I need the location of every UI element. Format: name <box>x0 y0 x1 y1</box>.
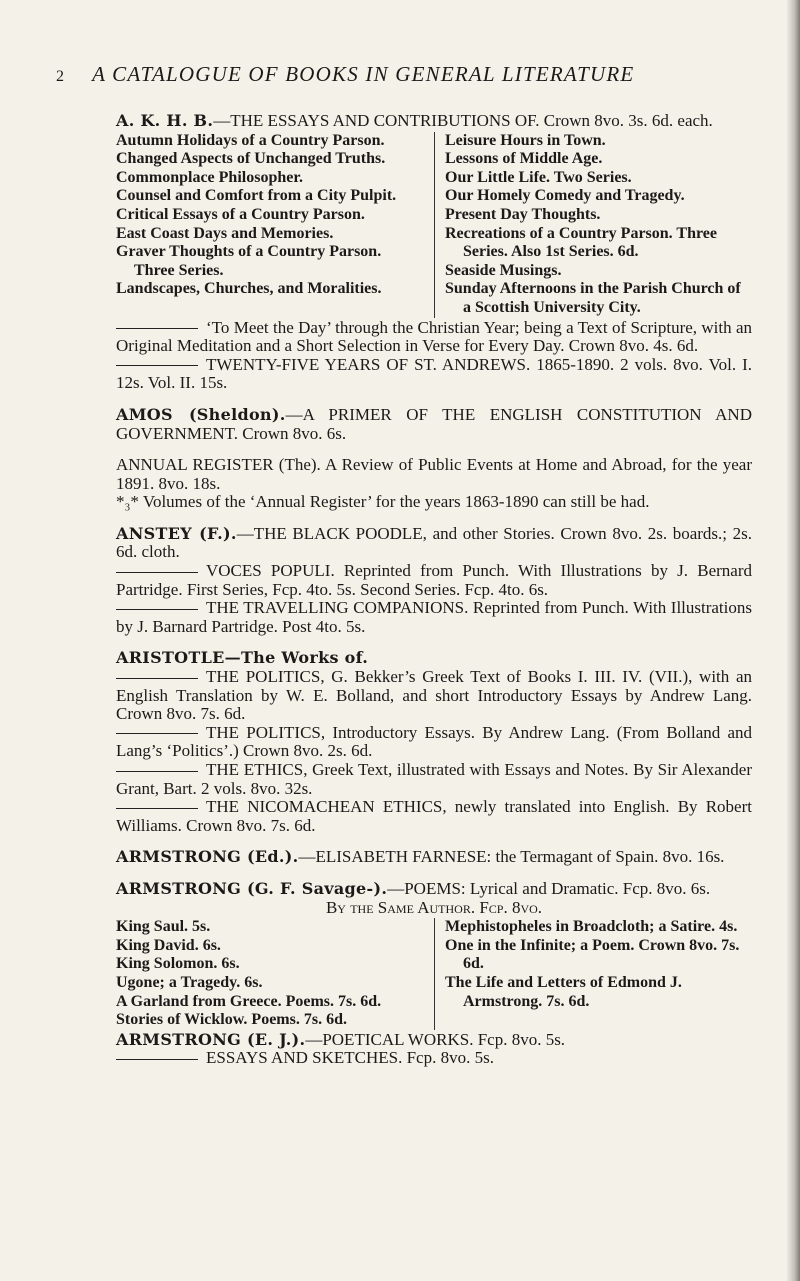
ditto-rule <box>116 808 198 809</box>
ditto-rule <box>116 328 198 329</box>
list-item: Critical Essays of a Country Parson. <box>116 205 365 223</box>
entry-annual-register: ANNUAL REGISTER (The). A Review of Public Events at Home and Abroad, for the year 1891. 8vo. 18s. <box>116 455 752 493</box>
armstrong-left-column <box>116 918 434 1030</box>
entry-text: —POETICAL WORKS. Fcp. 8vo. 5s. <box>305 1029 566 1049</box>
page-edge-shadow <box>786 0 800 1281</box>
armstrong-right-column <box>434 918 752 1030</box>
catalogue-content <box>116 112 752 1068</box>
ditto-rule <box>116 572 198 573</box>
entry-author: ARMSTRONG (E. J.). <box>116 1029 306 1049</box>
list-item: King David. 6s. <box>116 936 221 954</box>
list-item: Recreations of a Country Parson. Three Series. Also 1st Series. 6d. <box>445 224 717 261</box>
list-item: Landscapes, Churches, and Moralities. <box>116 280 382 298</box>
entry-armstrong-gf <box>116 880 752 899</box>
entry-amos <box>116 406 752 443</box>
list-item: Seaside Musings. <box>445 261 562 279</box>
list-item: Graver Thoughts of a Country Parson. Three Series. <box>116 243 382 279</box>
entry-subtitle: THE POLITICS, G. Bekker’s Greek Text of Books I. III. IV. (VII.), with an English Translation by W. E. Bolland, and short Introductory Essays by Andrew Lang. Crown 8vo. 7s. 6d. <box>116 667 752 724</box>
list-item: Present Day Thoughts. <box>445 205 601 223</box>
ditto-rule <box>116 365 198 366</box>
list-item: Our Little Life. Two Series. <box>445 168 632 186</box>
list-item: King Saul. 5s. <box>116 918 211 936</box>
entry-akhb <box>116 112 752 131</box>
list-item: Sunday Afternoons in the Parish Church of a Scottish University City. <box>445 280 741 316</box>
list-item: Changed Aspects of Unchanged Truths. <box>116 150 386 168</box>
page-number: 2 <box>56 68 66 85</box>
armstrong-title-columns <box>116 918 752 1030</box>
entry-subtitle: ‘To Meet the Day’ through the Christian Year; being a Text of Scripture, with an Original Meditation and a Short Selection in Verse for Every Day. Crown 8vo. 4s. 6d. <box>116 317 752 356</box>
page-title: A CATALOGUE OF BOOKS IN GENERAL LITERATURE <box>92 62 635 86</box>
entry-subtitle: THE ETHICS, Greek Text, illustrated with Essays and Notes. By Sir Alexander Grant, Bart. 2 vols. 8vo. 32s. <box>116 760 752 798</box>
entry-subtitle: THE POLITICS, Introductory Essays. By Andrew Lang. (From Bolland and Lang’s ‘Politics’.) Crown 8vo. 2s. 6d. <box>116 722 752 761</box>
entry-armstrong-ed <box>116 848 752 867</box>
akhb-left-column <box>116 132 434 318</box>
list-item: Ugone; a Tragedy. 6s. <box>116 973 263 991</box>
entry-text: —ELISABETH FARNESE: the Termagant of Spain. 8vo. 16s. <box>298 847 725 867</box>
entry-subtitle: ESSAYS AND SKETCHES. Fcp. 8vo. 5s. <box>116 1049 752 1068</box>
entry-note: *₃* Volumes of the ‘Annual Register’ for the years 1863-1890 can still be had. <box>116 492 650 512</box>
list-item: Commonplace Philosopher. <box>116 168 303 186</box>
entry-subtitle: VOCES POPULI. Reprinted from Punch. With Illustrations by J. Bernard Partridge. First Series, Fcp. 4to. 5s. Second Series. Fcp. 4to. 6s. <box>116 561 752 599</box>
entry-subtitle: TWENTY-FIVE YEARS OF ST. ANDREWS. 1865-1890. 2 vols. 8vo. Vol. I. 12s. Vol. II. 15s. <box>116 354 752 393</box>
ditto-rule <box>116 771 198 772</box>
entry-text: —THE BLACK POODLE, and other Stories. Crown 8vo. 2s. boards.; 2s. 6d. cloth. <box>116 523 752 562</box>
ditto-rule <box>116 678 198 679</box>
list-item: Mephistopheles in Broadcloth; a Satire. 4s. <box>445 918 738 936</box>
akhb-title-columns <box>116 132 752 318</box>
running-header <box>56 62 756 96</box>
list-item: Autumn Holidays of a Country Parson. <box>116 131 385 149</box>
list-item: Leisure Hours in Town. <box>445 131 606 149</box>
entry-author: AMOS (Sheldon). <box>116 404 286 424</box>
entry-anstey <box>116 525 752 562</box>
ditto-rule <box>116 1059 198 1060</box>
entry-aristotle <box>116 649 752 668</box>
entry-text: —POEMS: Lyrical and Dramatic. Fcp. 8vo. 6s. <box>387 878 711 898</box>
list-item: Our Homely Comedy and Tragedy. <box>445 187 685 205</box>
entry-text: —THE ESSAYS AND CONTRIBUTIONS OF. Crown 8vo. 3s. 6d. each. <box>213 111 713 130</box>
entry-text: —A PRIMER OF THE ENGLISH CONSTITUTION AND GOVERNMENT. Crown 8vo. 6s. <box>116 404 752 443</box>
entry-subtitle: THE NICOMACHEAN ETHICS, newly translated into English. By Robert Williams. Crown 8vo. 7s. 6d. <box>116 797 752 835</box>
akhb-right-column <box>434 132 752 318</box>
entry-subtitle: THE TRAVELLING COMPANIONS. Reprinted from Punch. With Illustrations by J. Barnard Partridge. Post 4to. 5s. <box>116 598 752 636</box>
entry-author: A. K. H. B. <box>116 111 214 130</box>
ditto-rule <box>116 733 198 734</box>
list-item: One in the Infinite; a Poem. Crown 8vo. 7s. 6d. <box>445 936 740 973</box>
entry-author: ARMSTRONG (Ed.). <box>116 847 299 867</box>
entry-armstrong-ej <box>116 1031 752 1050</box>
list-item: Counsel and Comfort from a City Pulpit. <box>116 187 397 205</box>
by-same-author: By the Same Author. Fcp. 8vo. <box>325 897 543 917</box>
list-item: Stories of Wicklow. Poems. 7s. 6d. <box>116 1011 347 1029</box>
entry-author: ANSTEY (F.). <box>116 523 237 543</box>
list-item: East Coast Days and Memories. <box>116 224 334 242</box>
list-item: A Garland from Greece. Poems. 7s. 6d. <box>116 992 382 1010</box>
entry-author: ARMSTRONG (G. F. Savage-). <box>116 878 388 898</box>
ditto-rule <box>116 609 198 610</box>
list-item: King Solomon. 6s. <box>116 955 240 973</box>
list-item: The Life and Letters of Edmond J. Armstrong. 7s. 6d. <box>445 973 682 1010</box>
list-item: Lessons of Middle Age. <box>445 150 603 168</box>
entry-author: ARISTOTLE—The Works of. <box>116 648 369 668</box>
